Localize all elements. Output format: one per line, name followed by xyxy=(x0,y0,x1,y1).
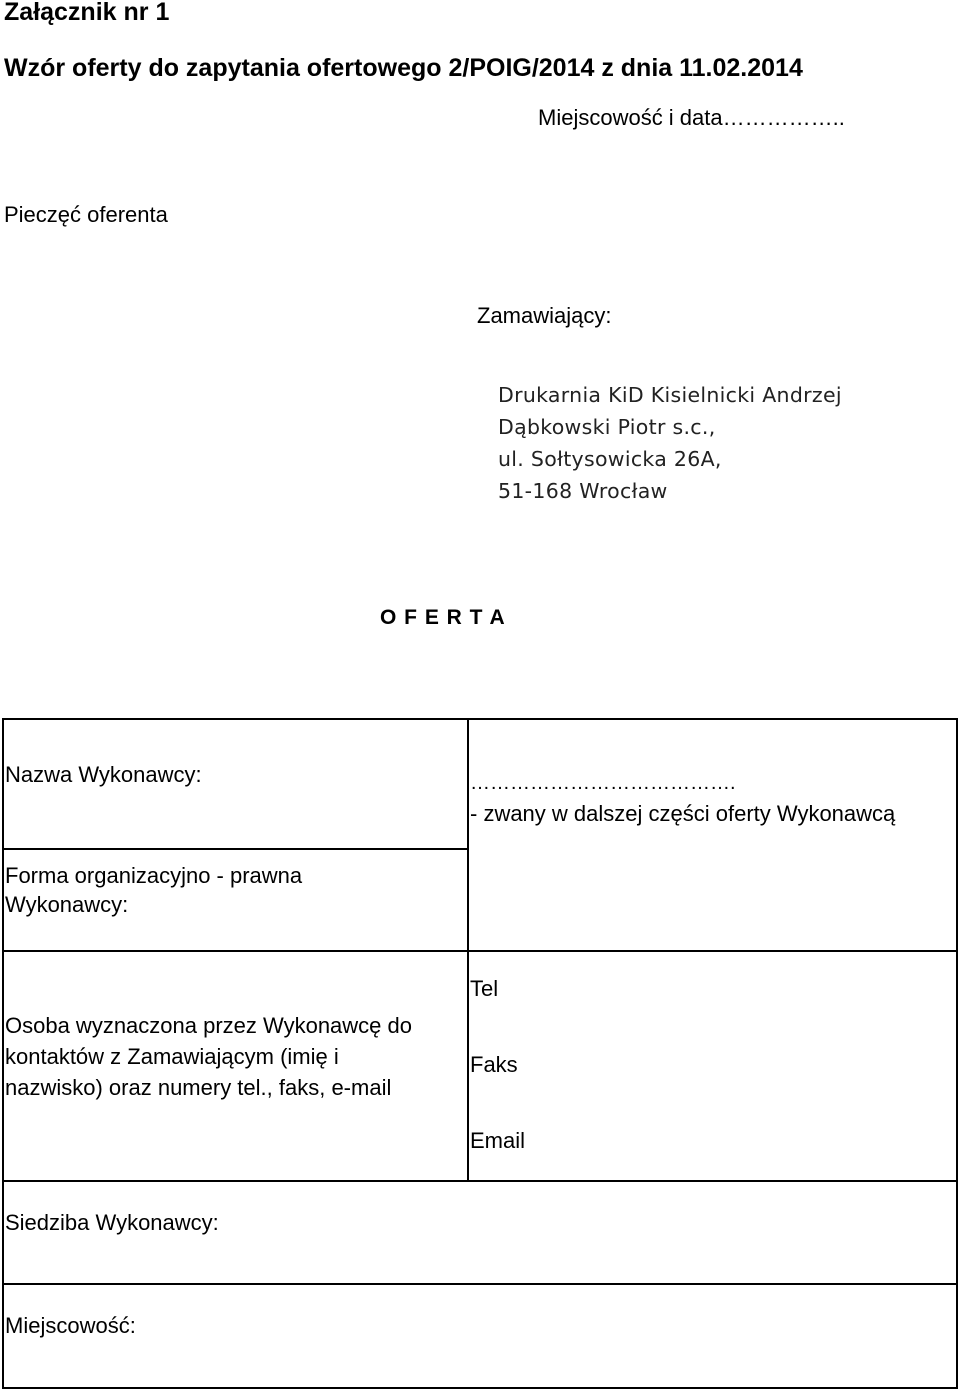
contact-person-label: nazwisko) oraz numery tel., faks, e-mail xyxy=(5,1075,392,1100)
legal-form-label: Wykonawcy: xyxy=(5,892,129,917)
contact-person-label: kontaktów z Zamawiającym (imię i xyxy=(5,1044,339,1069)
table-column-divider xyxy=(467,718,469,1182)
table-border-left xyxy=(2,718,4,1389)
contractor-name-label: Nazwa Wykonawcy: xyxy=(5,762,202,787)
orderer-address xyxy=(498,379,842,507)
attachment-number: Załącznik nr 1 xyxy=(4,0,170,26)
contractor-name-field: …………………………………. xyxy=(470,772,736,794)
orderer-address-line: Drukarnia KiD Kisielnicki Andrzej xyxy=(498,383,842,407)
legal-form-label: Forma organizacyjno - prawna xyxy=(5,863,303,888)
table-border-top xyxy=(2,718,958,720)
table-divider xyxy=(2,1283,958,1285)
bidder-stamp-label: Pieczęć oferenta xyxy=(4,202,168,227)
contractor-seat-label: Siedziba Wykonawcy: xyxy=(5,1210,219,1235)
phone-label: Tel xyxy=(470,976,499,1001)
locality-label: Miejscowość: xyxy=(5,1313,136,1338)
orderer-address-line: ul. Sołtysowicka 26A, xyxy=(498,447,722,471)
table-divider xyxy=(2,1180,958,1182)
table-divider xyxy=(2,950,958,952)
contractor-name-note: - zwany w dalszej części oferty Wykonawcą xyxy=(470,801,896,826)
document-title: Wzór oferty do zapytania ofertowego 2/POIG/2014 z dnia 11.02.2014 xyxy=(4,54,803,82)
email-label: Email xyxy=(470,1128,526,1153)
orderer-address-line: 51-168 Wrocław xyxy=(498,479,668,503)
table-border-right xyxy=(956,718,958,1389)
table-divider xyxy=(2,848,468,850)
place-and-date-field: Miejscowość i data…………….. xyxy=(538,105,845,130)
offer-heading: O F E R T A xyxy=(380,606,506,629)
orderer-label: Zamawiający: xyxy=(477,303,612,328)
fax-label: Faks xyxy=(470,1052,518,1077)
contact-person-label: Osoba wyznaczona przez Wykonawcę do xyxy=(5,1013,412,1038)
orderer-address-line: Dąbkowski Piotr s.c., xyxy=(498,415,716,439)
table-border-bottom xyxy=(2,1387,958,1389)
